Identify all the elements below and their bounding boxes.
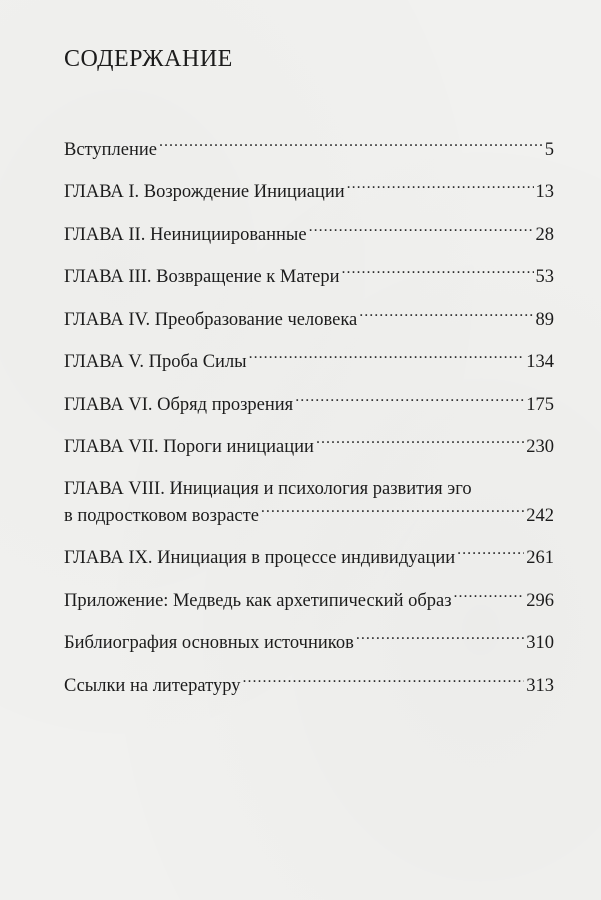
toc-entry-intro — [64, 136, 554, 163]
toc-page-number: 5 — [544, 139, 554, 160]
toc-page-number: 230 — [526, 437, 554, 457]
toc-line — [64, 221, 554, 248]
toc-page-number: 242 — [526, 505, 554, 526]
dot-leader — [159, 136, 543, 155]
toc-page-number: 313 — [526, 675, 554, 696]
toc-line-first — [64, 476, 554, 502]
toc-entry-title: ГЛАВА VIII. Инициация и психология развития эго — [64, 479, 472, 499]
toc-line — [64, 502, 554, 529]
toc-line — [64, 349, 554, 376]
toc-entry-title: ГЛАВА V. Проба Силы — [64, 352, 247, 372]
toc-entry-chapter-9 — [64, 545, 554, 572]
toc-entry-title: ГЛАВА IV. Преобразование человека — [64, 309, 358, 330]
toc-entry-title: Ссылки на литературу — [64, 675, 241, 696]
toc-line — [64, 434, 554, 461]
toc-page-number: 261 — [526, 548, 554, 568]
toc-line — [64, 630, 554, 657]
toc-entry-title: ГЛАВА III. Возвращение к Матери — [64, 267, 340, 287]
toc-entry-chapter-4 — [64, 306, 554, 333]
toc-page-number: 175 — [526, 394, 554, 415]
toc-entry-appendix — [64, 587, 554, 614]
table-of-contents — [64, 136, 554, 715]
toc-entry-title: Вступление — [64, 139, 157, 160]
dot-leader — [316, 434, 524, 453]
dot-leader — [261, 502, 524, 521]
toc-page-number: 134 — [526, 352, 554, 372]
dot-leader — [342, 264, 534, 283]
dot-leader — [242, 672, 524, 691]
dot-leader — [454, 587, 525, 606]
dot-leader — [457, 545, 524, 564]
toc-line — [64, 179, 554, 206]
toc-line — [64, 672, 554, 699]
toc-entry-chapter-8 — [64, 476, 554, 529]
toc-entry-bibliography — [64, 630, 554, 657]
toc-page-number: 296 — [526, 590, 554, 611]
toc-entry-chapter-6 — [64, 391, 554, 418]
toc-line — [64, 391, 554, 418]
page-title: СОДЕРЖАНИЕ — [64, 46, 233, 72]
dot-leader — [295, 391, 524, 410]
toc-line — [64, 545, 554, 572]
toc-page-number: 28 — [535, 224, 554, 245]
dot-leader — [309, 221, 534, 240]
toc-line — [64, 264, 554, 291]
dot-leader — [359, 306, 533, 325]
toc-page-number: 53 — [535, 267, 554, 287]
toc-page-number: 89 — [535, 309, 554, 330]
toc-entry-title: ГЛАВА IX. Инициация в процессе индивидуации — [64, 548, 456, 568]
toc-entry-chapter-1 — [64, 179, 554, 206]
toc-entry-chapter-3 — [64, 264, 554, 291]
toc-entry-title: ГЛАВА I. Возрождение Инициации — [64, 182, 345, 202]
toc-entry-chapter-5 — [64, 349, 554, 376]
toc-entry-title: ГЛАВА VI. Обряд прозрения — [64, 394, 294, 415]
toc-entry-title: Библиография основных источников — [64, 633, 354, 653]
toc-line — [64, 306, 554, 333]
dot-leader — [249, 349, 525, 368]
toc-entry-references — [64, 672, 554, 699]
dot-leader — [356, 630, 524, 649]
toc-entry-title: Приложение: Медведь как архетипический образ — [64, 590, 452, 611]
toc-entry-title: ГЛАВА II. Неинициированные — [64, 224, 307, 245]
toc-entry-chapter-7 — [64, 434, 554, 461]
dot-leader — [347, 179, 534, 198]
toc-entry-title: ГЛАВА VII. Пороги инициации — [64, 437, 314, 457]
toc-line — [64, 136, 554, 163]
toc-page-number: 13 — [535, 182, 554, 202]
toc-line — [64, 587, 554, 614]
toc-page-number: 310 — [526, 633, 554, 653]
toc-entry-chapter-2 — [64, 221, 554, 248]
toc-entry-title-continued: в подростковом возрасте — [64, 505, 259, 526]
